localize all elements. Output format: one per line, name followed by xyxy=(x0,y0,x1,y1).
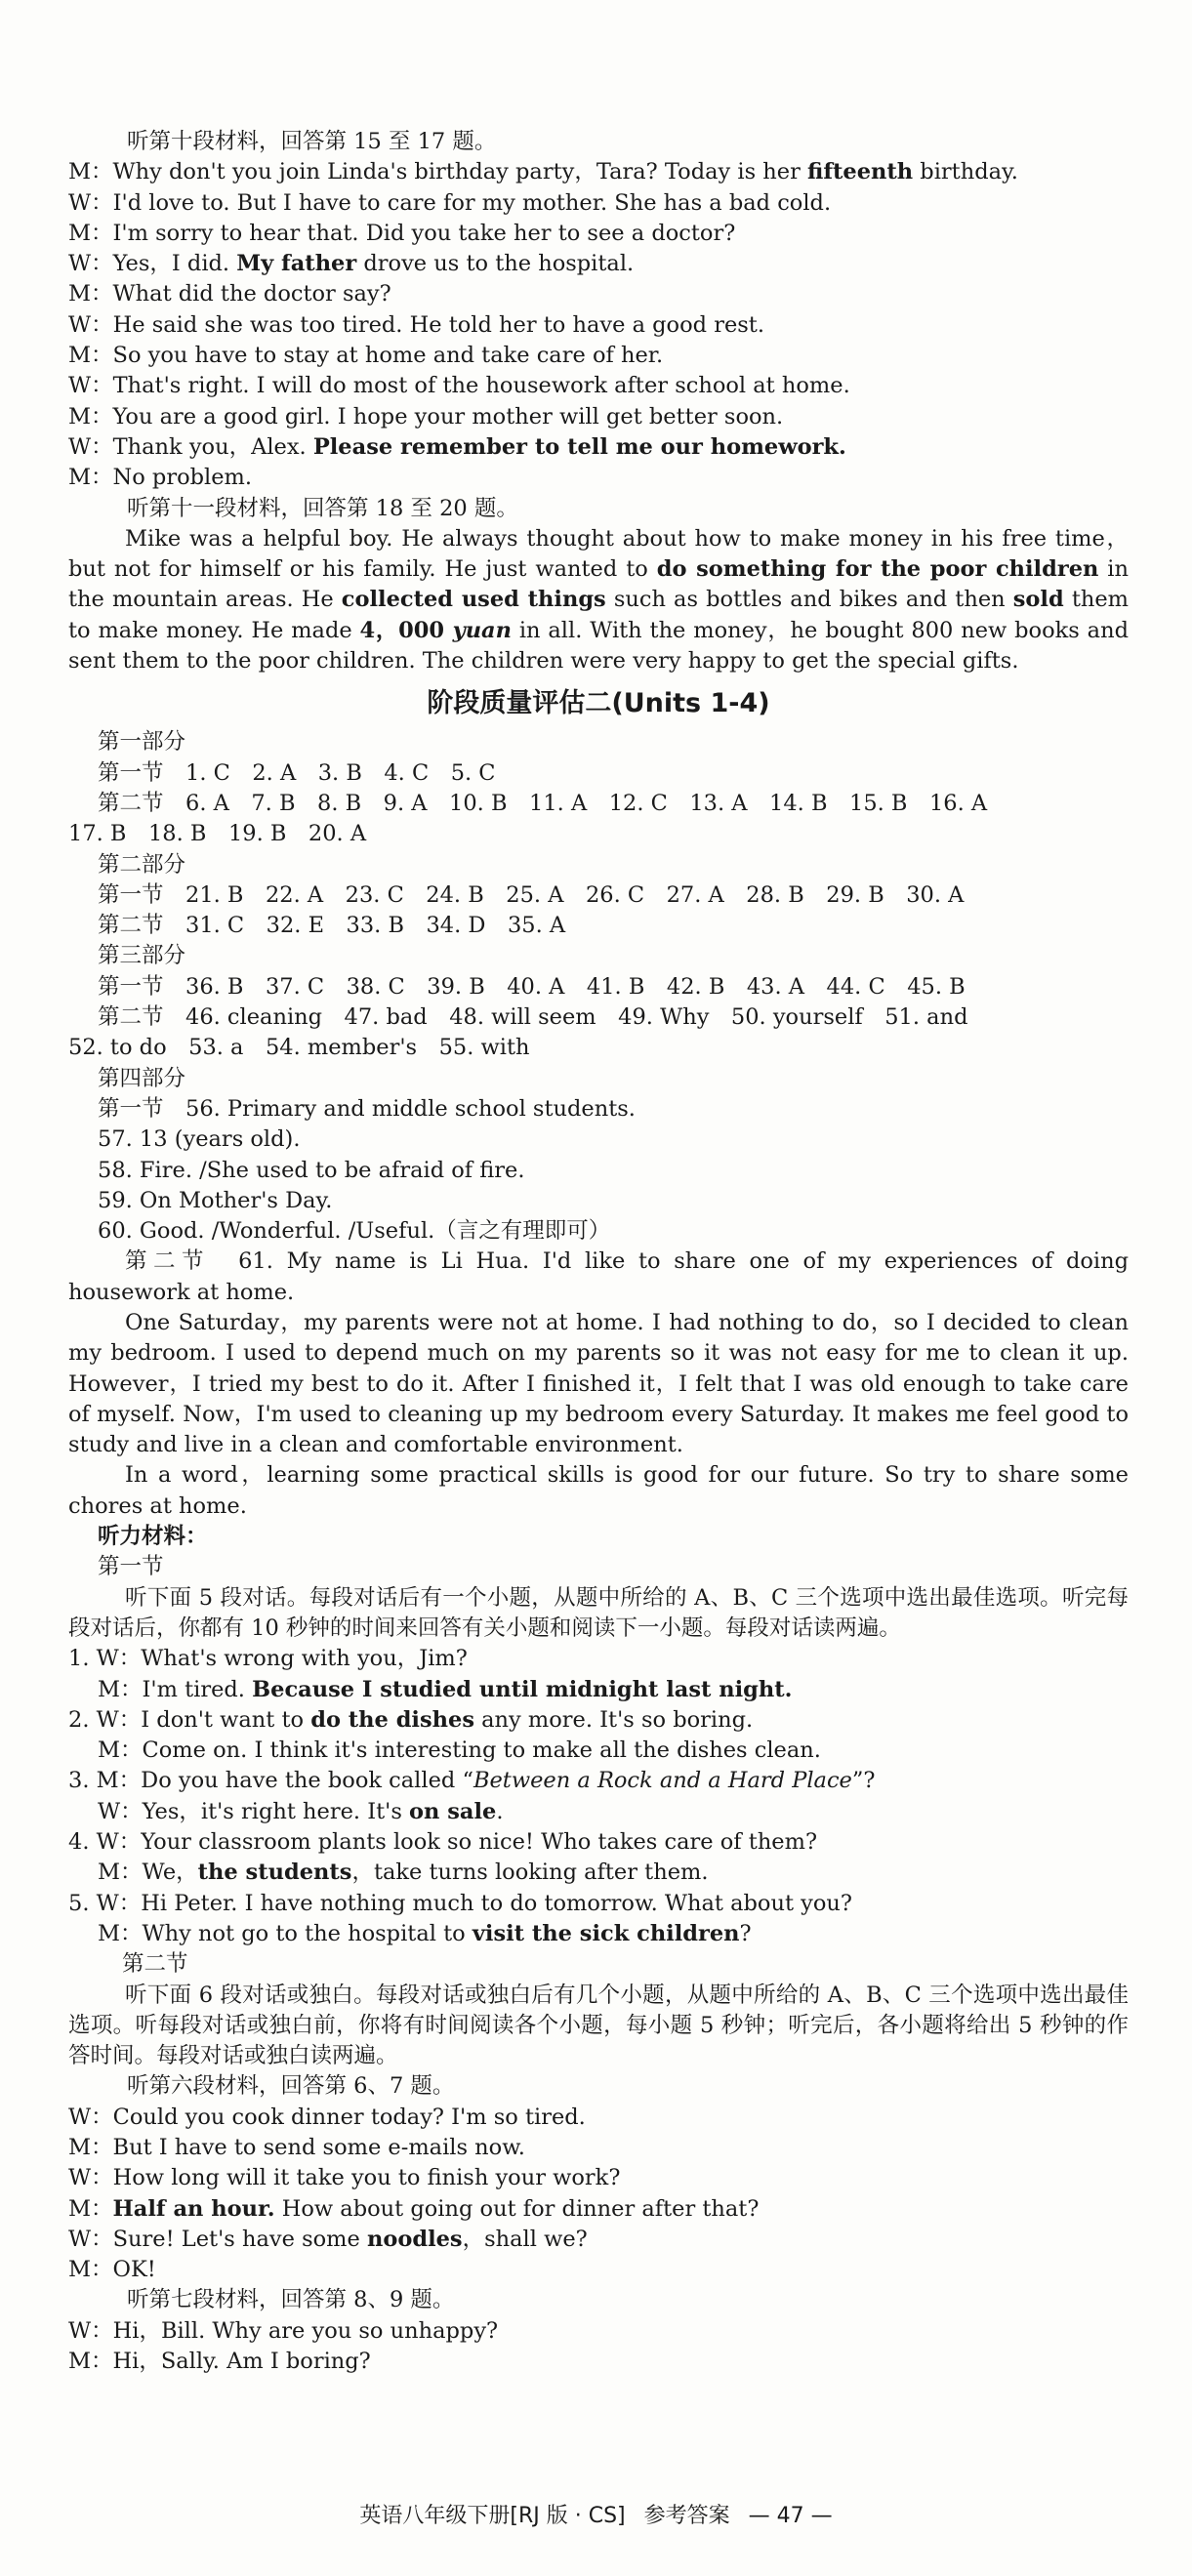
dialogue-line: M：Come on. I think it's interesting to make all the dishes clean. xyxy=(98,1738,821,1764)
page-number: — 47 — xyxy=(748,2504,833,2528)
part-label: 第一部分 xyxy=(98,729,186,756)
answer-line: 60. Good. /Wonderful. /Useful.（言之有理即可） xyxy=(98,1218,611,1245)
dialogue-line: M：You are a good girl. I hope your mother will get better soon. xyxy=(68,403,784,429)
dialogue-line: M：We，the students，take turns looking after them. xyxy=(98,1860,709,1886)
answer-line: 第二节 31. C 32. E 33. B 34. D 35. A xyxy=(98,913,566,939)
part-label: 第三部分 xyxy=(98,943,186,969)
dialogue-line: W：Yes，it's right here. It's on sale. xyxy=(98,1798,504,1824)
page-content xyxy=(68,127,1136,2377)
dialogue-line: 5. W：Hi Peter. I have nothing much to do tomorrow. What about you? xyxy=(68,1890,852,1916)
dialogue-line: M：What did the doctor say? xyxy=(68,281,391,307)
answer-line: 58. Fire. /She used to be afraid of fire. xyxy=(98,1157,525,1183)
dialogue-line: W：How long will it take you to finish your work? xyxy=(68,2165,621,2191)
part-label: 第二部分 xyxy=(98,851,186,878)
listening-heading: 听力材料： xyxy=(98,1524,208,1550)
section-heading: 阶段质量评估二(Units 1-4) xyxy=(427,688,770,719)
dialogue-line: M：Half an hour. How about going out for dinner after that? xyxy=(68,2195,760,2222)
dialogue-line: W：Sure! Let's have some noodles，shall we? xyxy=(68,2226,588,2252)
instruction-paragraph: 听下面 6 段对话或独白。每段对话或独白后有几个小题，从题中所给的 A、B、C 三个选项中选出最佳选项。听每段对话或独白前，你将有时间阅读各个小题，每小题 5 秒钟；听完后，各小题将给出 5 秒钟的作答时间。每段对话或独白读两遍。 xyxy=(68,1982,1129,2069)
passage-paragraph: Mike was a helpful boy. He always thought about how to make money in his free time，but not for himself or his family. He just wanted to do something for the poor children in the mountain areas. He collected used things such as bottles and bikes and then sold them to make money. He made 4，000 yuan in all. With the money，he bought 800 new books and sent them to the poor children. The children were very happy to get the special gifts. xyxy=(68,525,1136,675)
dialogue-line: M：I'm tired. Because I studied until midnight last night. xyxy=(98,1676,793,1702)
answer-line: 57. 13 (years old). xyxy=(98,1126,301,1153)
dialogue-line: M：So you have to stay at home and take care of her. xyxy=(68,343,664,369)
part-label: 第二节 xyxy=(122,1951,188,1978)
dialogue-line: 4. W：Your classroom plants look so nice! Who takes care of them? xyxy=(68,1829,818,1856)
dialogue-line: W：Yes，I did. My father drove us to the hospital. xyxy=(68,251,635,277)
section-instruction: 听第六段材料，回答第 6、7 题。 xyxy=(127,2073,455,2100)
dialogue-line: W：I'd love to. But I have to care for my mother. She has a bad cold. xyxy=(68,189,832,216)
essay-paragraph: One Saturday，my parents were not at home. I had nothing to do，so I decided to clean my bedroom. I used to depend much on my parents so it was not easy for me to clean it up. However，I tried my best to do it. After I finished it，I felt that I was old enough to take care of myself. Now，I'm used to cleaning up my bedroom every Saturday. It makes me feel good to study and live in a clean and comfortable environment. xyxy=(68,1309,1136,1458)
footer-book-title: 英语八年级下册[RJ 版 · CS] xyxy=(359,2504,626,2528)
answer-line: 第一节 56. Primary and middle school students. xyxy=(98,1095,636,1122)
answer-line: 第一节 36. B 37. C 38. C 39. B 40. A 41. B 42. B 43. A 44. C 45. B xyxy=(98,973,966,1000)
dialogue-line: M：I'm sorry to hear that. Did you take her to see a doctor? xyxy=(68,220,736,246)
answer-line: 第一节 21. B 22. A 23. C 24. B 25. A 26. C 27. A 28. B 29. B 30. A xyxy=(98,881,965,908)
dialogue-line: W：Could you cook dinner today? I'm so tired. xyxy=(68,2104,586,2130)
dialogue-line: M：No problem. xyxy=(68,465,253,491)
dialogue-line: 1. W：What's wrong with you，Jim? xyxy=(68,1646,468,1672)
answer-line: 59. On Mother's Day. xyxy=(98,1187,333,1213)
dialogue-line: M：Why don't you join Linda's birthday party，Tara? Today is her fifteenth birthday. xyxy=(68,159,1018,185)
answer-line: 第二节 46. cleaning 47. bad 48. will seem 49. Why 50. yourself 51. and xyxy=(98,1004,968,1031)
dialogue-line: W：That's right. I will do most of the housework after school at home. xyxy=(68,373,850,399)
part-label: 第四部分 xyxy=(98,1065,186,1091)
dialogue-line: W：Thank you，Alex. Please remember to tell me our homework. xyxy=(68,433,846,460)
section-instruction: 听第十一段材料，回答第 18 至 20 题。 xyxy=(127,495,518,521)
instruction-paragraph: 听下面 5 段对话。每段对话后有一个小题，从题中所给的 A、B、C 三个选项中选出最佳选项。听完每段对话后，你都有 10 秒钟的时间来回答有关小题和阅读下一小题。每段对话读两遍。 xyxy=(68,1584,1129,1641)
page-footer xyxy=(0,2499,1192,2529)
section-instruction: 听第十段材料，回答第 15 至 17 题。 xyxy=(127,129,497,154)
dialogue-line: M：OK! xyxy=(68,2257,156,2283)
part-label: 第一节 xyxy=(98,1554,164,1580)
essay-paragraph: In a word，learning some practical skills is good for our future. So try to share some chores at home. xyxy=(68,1462,1136,1519)
essay-paragraph: 第二节 61. My name is Li Hua. I'd like to share one of my experiences of doing housework at home. xyxy=(68,1248,1136,1305)
dialogue-line: M：Hi，Sally. Am I boring? xyxy=(68,2349,371,2375)
dialogue-line: M：But I have to send some e-mails now. xyxy=(68,2135,525,2160)
answer-line: 第一节 1. C 2. A 3. B 4. C 5. C xyxy=(98,759,496,786)
dialogue-line: W：He said she was too tired. He told her to have a good rest. xyxy=(68,311,765,338)
footer-section: 参考答案 xyxy=(643,2504,730,2528)
dialogue-line: 2. W：I don't want to do the dishes any more. It's so boring. xyxy=(68,1706,754,1733)
answer-line: 第二节 6. A 7. B 8. B 9. A 10. B 11. A 12. C 13. A 14. B 15. B 16. A xyxy=(98,790,988,816)
answer-line: 17. B 18. B 19. B 20. A xyxy=(68,821,367,847)
dialogue-line: M：Why not go to the hospital to visit the sick children? xyxy=(98,1920,752,1946)
section-instruction: 听第七段材料，回答第 8、9 题。 xyxy=(127,2287,455,2313)
answer-line: 52. to do 53. a 54. member's 55. with xyxy=(68,1035,530,1061)
dialogue-line: 3. M：Do you have the book called “Between a Rock and a Hard Place”? xyxy=(68,1768,876,1794)
dialogue-line: W：Hi，Bill. Why are you so unhappy? xyxy=(68,2317,499,2344)
